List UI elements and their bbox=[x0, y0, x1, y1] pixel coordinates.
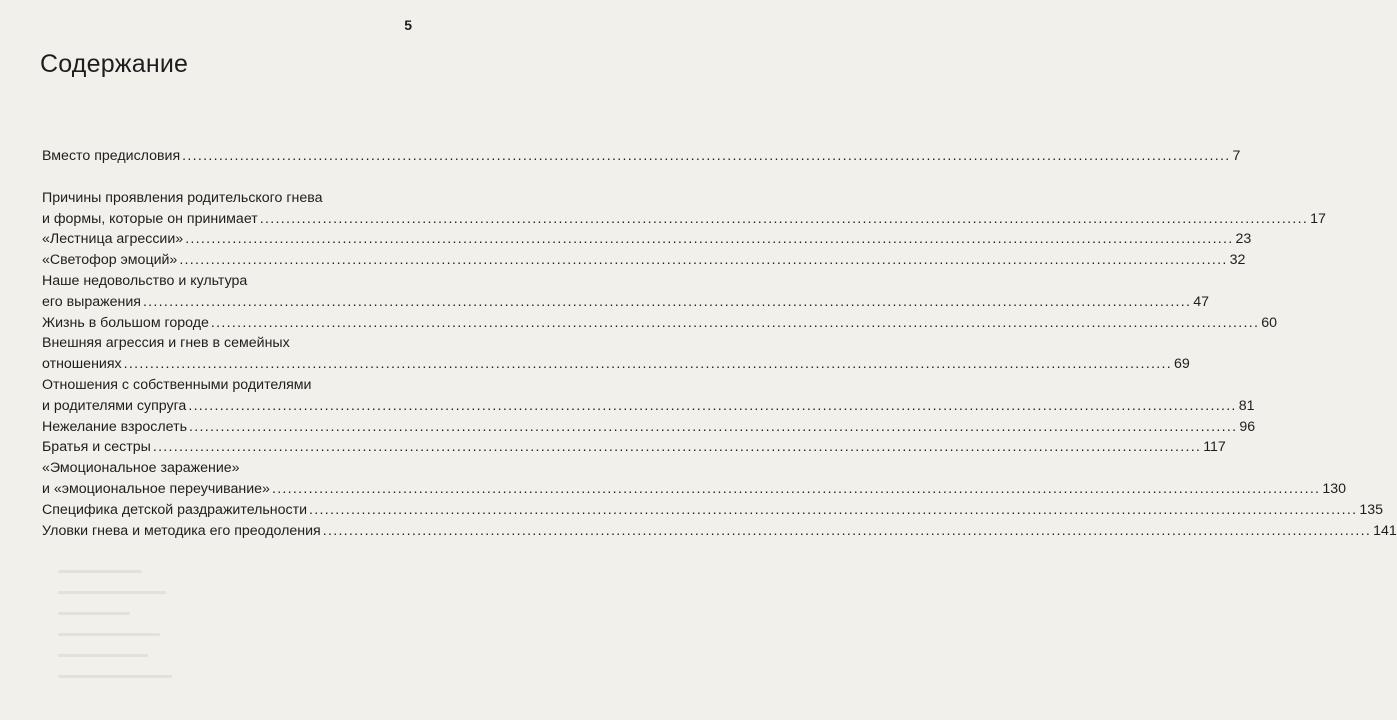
toc-entry-row bbox=[42, 209, 1326, 230]
toc-entry-page: 117 bbox=[1203, 439, 1226, 456]
toc-entry-row bbox=[42, 250, 1246, 271]
toc-entry-title: «Светофор эмоций» bbox=[42, 252, 178, 269]
toc-dot-leader: ........................................................................................................................................................................................................ bbox=[309, 501, 1358, 518]
toc-entry-title: и формы, которые он принимает bbox=[42, 210, 258, 227]
toc-entry-page: 141 bbox=[1373, 522, 1397, 539]
toc-entry-page: 32 bbox=[1229, 252, 1246, 269]
toc-entry[interactable] bbox=[42, 188, 1326, 230]
toc-dot-leader: ........................................................................................................................................................................................................ bbox=[182, 148, 1231, 164]
toc-entry-title: Братья и сестры bbox=[42, 439, 151, 456]
toc-dot-leader: ........................................................................................................................................................................................................ bbox=[188, 397, 1237, 414]
toc-dot-leader: ........................................................................................................................................................................................................ bbox=[189, 418, 1238, 435]
toc-entry[interactable] bbox=[42, 500, 1384, 521]
toc-dot-leader: ........................................................................................................................................................................................................ bbox=[271, 480, 1321, 497]
toc-entry-row bbox=[42, 146, 1241, 167]
toc-entry-row bbox=[42, 500, 1384, 521]
toc-entry[interactable] bbox=[42, 146, 1241, 167]
toc-entry-row bbox=[42, 313, 1278, 334]
toc-entry-title-line: Внешняя агрессия и гнев в семейных bbox=[42, 335, 290, 352]
toc-entry-title: Нежелание взрослеть bbox=[42, 418, 187, 435]
toc-entry-row bbox=[42, 417, 1256, 438]
toc-dot-leader: ........................................................................................................................................................................................................ bbox=[322, 522, 1372, 539]
toc-dot-leader: ........................................................................................................................................................................................................ bbox=[210, 314, 1260, 331]
toc-entry-page: 60 bbox=[1261, 314, 1278, 331]
toc-entry-row bbox=[42, 354, 1190, 375]
toc-entry-title: и родителями супруга bbox=[42, 397, 187, 414]
toc-entry-row bbox=[42, 479, 1346, 500]
toc-entry-page: 130 bbox=[1322, 480, 1346, 497]
toc-entry[interactable] bbox=[42, 250, 1246, 271]
toc-dot-leader: ........................................................................................................................................................................................................ bbox=[185, 231, 1234, 248]
table-of-contents bbox=[42, 146, 1397, 541]
toc-entry[interactable] bbox=[42, 229, 1252, 250]
toc-entry-page: 96 bbox=[1239, 418, 1256, 435]
toc-entry[interactable] bbox=[42, 437, 1226, 458]
toc-entry-row bbox=[42, 292, 1210, 313]
toc-entry-page: 135 bbox=[1359, 501, 1384, 518]
toc-entry-title: и «эмоциональное переучивание» bbox=[42, 480, 270, 497]
toc-entry-title: Уловки гнева и методика его преодоления bbox=[42, 522, 321, 539]
toc-entry-row bbox=[42, 396, 1255, 417]
paper-bleed-through bbox=[58, 570, 178, 710]
toc-entry[interactable] bbox=[42, 458, 1346, 500]
toc-entry-title: Вместо предисловия bbox=[42, 148, 181, 164]
toc-entry-title-line: «Эмоциональное заражение» bbox=[42, 460, 240, 477]
toc-dot-leader: ........................................................................................................................................................................................................ bbox=[179, 252, 1228, 269]
toc-entry[interactable] bbox=[42, 271, 1210, 313]
toc-entry-title-line: Отношения с собственными родителями bbox=[42, 376, 312, 393]
toc-entry-title: отношениях bbox=[42, 356, 122, 373]
toc-entry-page: 17 bbox=[1310, 210, 1326, 227]
toc-entry-title-line: Наше недовольство и культура bbox=[42, 272, 248, 289]
toc-entry[interactable] bbox=[42, 521, 1397, 542]
toc-entry-row bbox=[42, 229, 1252, 250]
toc-dot-leader: ........................................................................................................................................................................................................ bbox=[123, 356, 1172, 373]
toc-entry-title: Жизнь в большом городе bbox=[42, 314, 209, 331]
toc-entry-page: 23 bbox=[1235, 231, 1252, 248]
toc-entry-title: его выражения bbox=[42, 293, 141, 310]
toc-entry[interactable] bbox=[42, 417, 1256, 438]
toc-dot-leader: ........................................................................................................................................................................................................ bbox=[152, 439, 1202, 456]
toc-dot-leader: ........................................................................................................................................................................................................ bbox=[142, 293, 1192, 310]
toc-entry[interactable] bbox=[42, 333, 1190, 375]
toc-entry-row bbox=[42, 521, 1397, 542]
toc-entry-title: Специфика детской раздражительности bbox=[42, 501, 308, 518]
toc-entry[interactable] bbox=[42, 313, 1278, 334]
toc-entry-page: 47 bbox=[1193, 293, 1210, 310]
toc-entry-page: 81 bbox=[1238, 397, 1255, 414]
toc-entry[interactable] bbox=[42, 375, 1255, 417]
toc-dot-leader: ........................................................................................................................................................................................................ bbox=[259, 210, 1309, 227]
page-number: 5 bbox=[404, 17, 412, 33]
toc-entry-row bbox=[42, 437, 1226, 458]
toc-entry-title-line: Причины проявления родительского гнева bbox=[42, 189, 323, 206]
toc-entry-page: 69 bbox=[1173, 356, 1190, 373]
toc-entry-page: 7 bbox=[1232, 148, 1241, 164]
page-title: Содержание bbox=[40, 50, 189, 78]
toc-entry-title: «Лестница агрессии» bbox=[42, 231, 184, 248]
